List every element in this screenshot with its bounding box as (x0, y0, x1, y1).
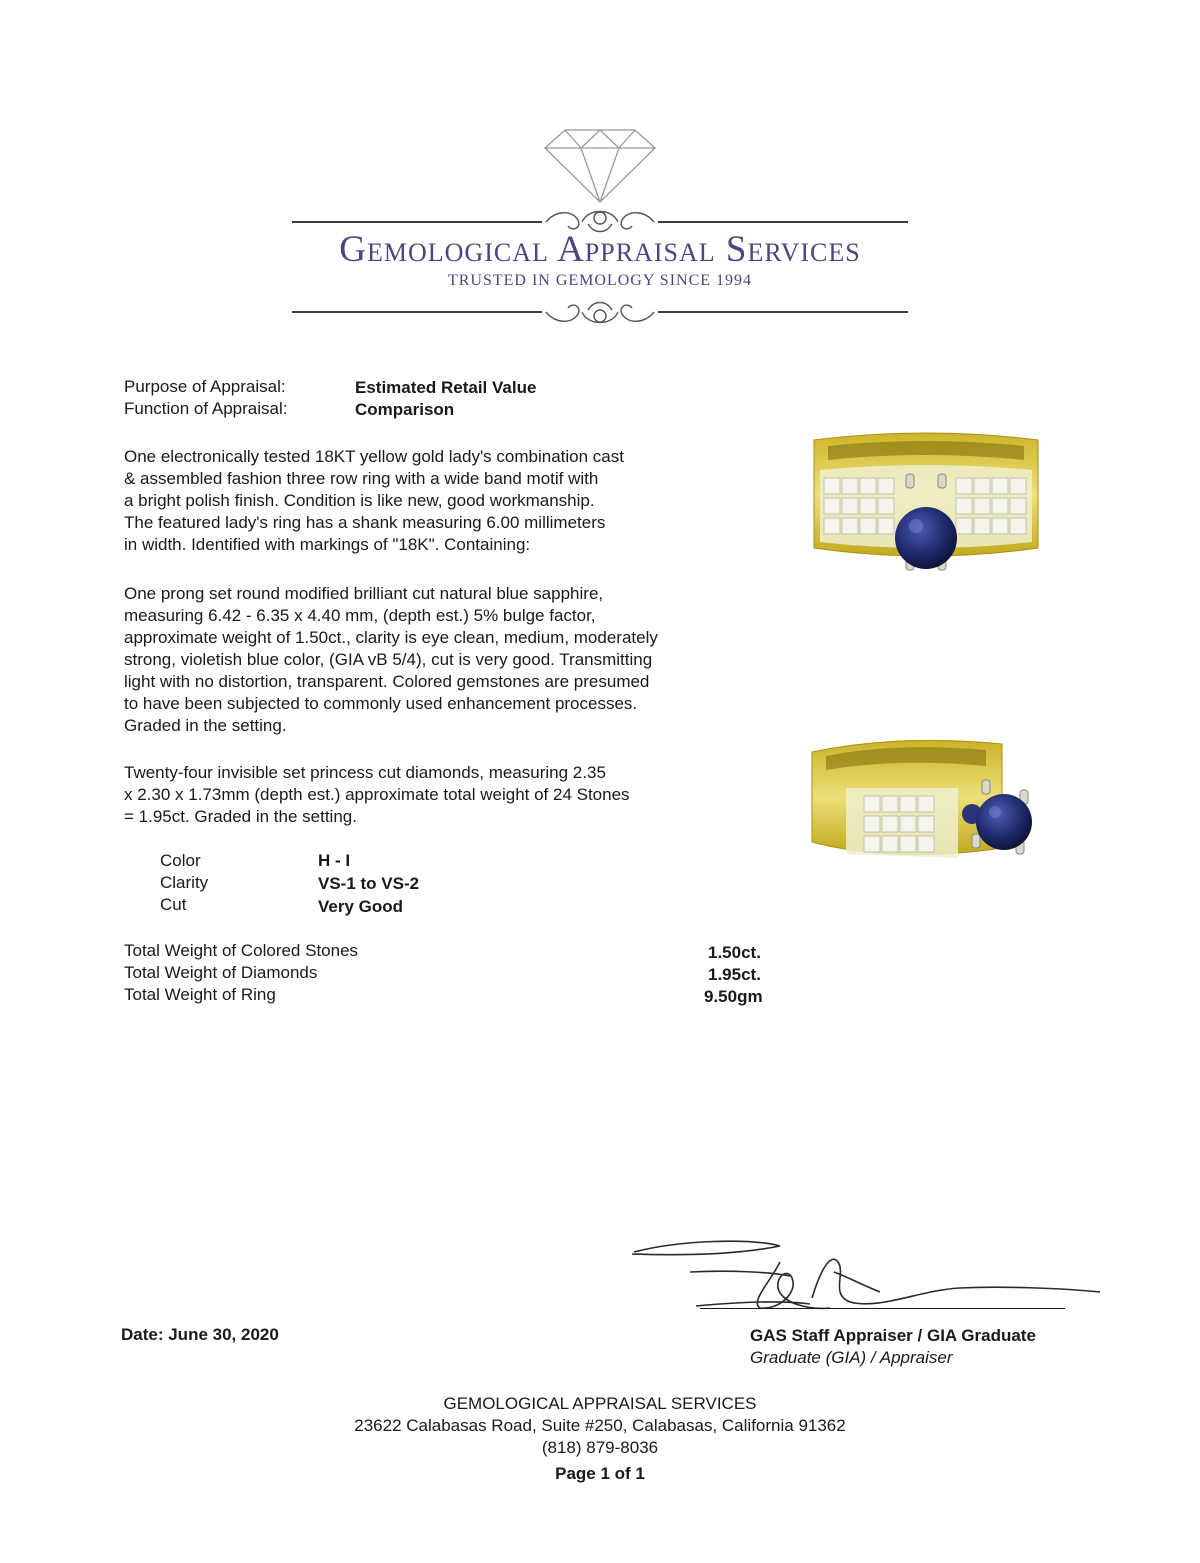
paragraph-line: Twenty-four invisible set princess cut diamonds, measuring 2.35 (124, 763, 606, 782)
total-ring-value: 9.50gm (704, 987, 763, 1006)
ring-photo-side (806, 730, 1046, 870)
paragraph-line: to have been subjected to commonly used enhancement processes. (124, 694, 638, 713)
brand-tagline: TRUSTED IN GEMOLOGY SINCE 1994 (447, 272, 753, 289)
total-colored-stones-value: 1.50ct. (708, 943, 761, 962)
signature-line (700, 1308, 1065, 1309)
paragraph-line: = 1.95ct. Graded in the setting. (124, 807, 357, 826)
paragraph-line: strong, violetish blue color, (GIA vB 5/4), cut is very good. Transmitting (124, 650, 653, 669)
footer-page-number: Page 1 of 1 (555, 1464, 645, 1483)
appraisal-date: Date: June 30, 2020 (121, 1325, 279, 1344)
flourish-bottom-icon (542, 296, 658, 330)
paragraph-line: The featured lady's ring has a shank measuring 6.00 millimeters (124, 513, 606, 532)
appraiser-subtitle: Graduate (GIA) / Appraiser (750, 1348, 953, 1367)
purpose-label: Purpose of Appraisal: (124, 377, 286, 396)
paragraph-line: in width. Identified with markings of "18K". Containing: (124, 535, 531, 554)
header-rule-bottom-right (658, 311, 908, 313)
paragraph-line: One electronically tested 18KT yellow gold lady's combination cast (124, 447, 624, 466)
function-label: Function of Appraisal: (124, 399, 288, 418)
brand-name: Gemological Appraisal Services (339, 229, 861, 270)
total-ring-label: Total Weight of Ring (124, 985, 276, 1004)
header-rule-top-left (292, 221, 542, 223)
total-diamonds-label: Total Weight of Diamonds (124, 963, 318, 982)
header-rule-top-right (658, 221, 908, 223)
grading-clarity-value: VS-1 to VS-2 (318, 874, 420, 893)
footer-company: GEMOLOGICAL APPRAISAL SERVICES (443, 1394, 757, 1413)
paragraph-line: approximate weight of 1.50ct., clarity is eye clean, medium, moderately (124, 628, 658, 647)
ring-photo-front (806, 430, 1046, 582)
description-paragraph-ring (124, 446, 764, 556)
purpose-value: Estimated Retail Value (355, 378, 537, 397)
grading-color-value: H - I (318, 851, 351, 870)
paragraph-line: light with no distortion, transparent. Colored gemstones are presumed (124, 672, 650, 691)
grading-color-label: Color (160, 851, 201, 870)
paragraph-line: One prong set round modified brilliant cut natural blue sapphire, (124, 584, 604, 603)
grading-clarity-label: Clarity (160, 873, 209, 892)
diamond-logo-icon (543, 128, 657, 204)
function-value: Comparison (355, 400, 455, 419)
paragraph-line: measuring 6.42 - 6.35 x 4.40 mm, (depth est.) 5% bulge factor, (124, 606, 596, 625)
paragraph-line: & assembled fashion three row ring with a wide band motif with (124, 469, 599, 488)
description-paragraph-diamonds (124, 762, 764, 828)
paragraph-line: Graded in the setting. (124, 716, 287, 735)
total-diamonds-value: 1.95ct. (708, 965, 761, 984)
grading-cut-value: Very Good (318, 897, 404, 916)
footer-address: 23622 Calabasas Road, Suite #250, Calabasas, California 91362 (354, 1416, 846, 1435)
footer-phone: (818) 879-8036 (541, 1438, 659, 1457)
appraiser-title: GAS Staff Appraiser / GIA Graduate (750, 1326, 1036, 1345)
description-paragraph-sapphire (124, 583, 764, 737)
header-rule-bottom-left (292, 311, 542, 313)
paragraph-line: x 2.30 x 1.73mm (depth est.) approximate total weight of 24 Stones (124, 785, 630, 804)
grading-cut-label: Cut (160, 895, 187, 914)
total-colored-stones-label: Total Weight of Colored Stones (124, 941, 359, 960)
paragraph-line: a bright polish finish. Condition is like new, good workmanship. (124, 491, 595, 510)
